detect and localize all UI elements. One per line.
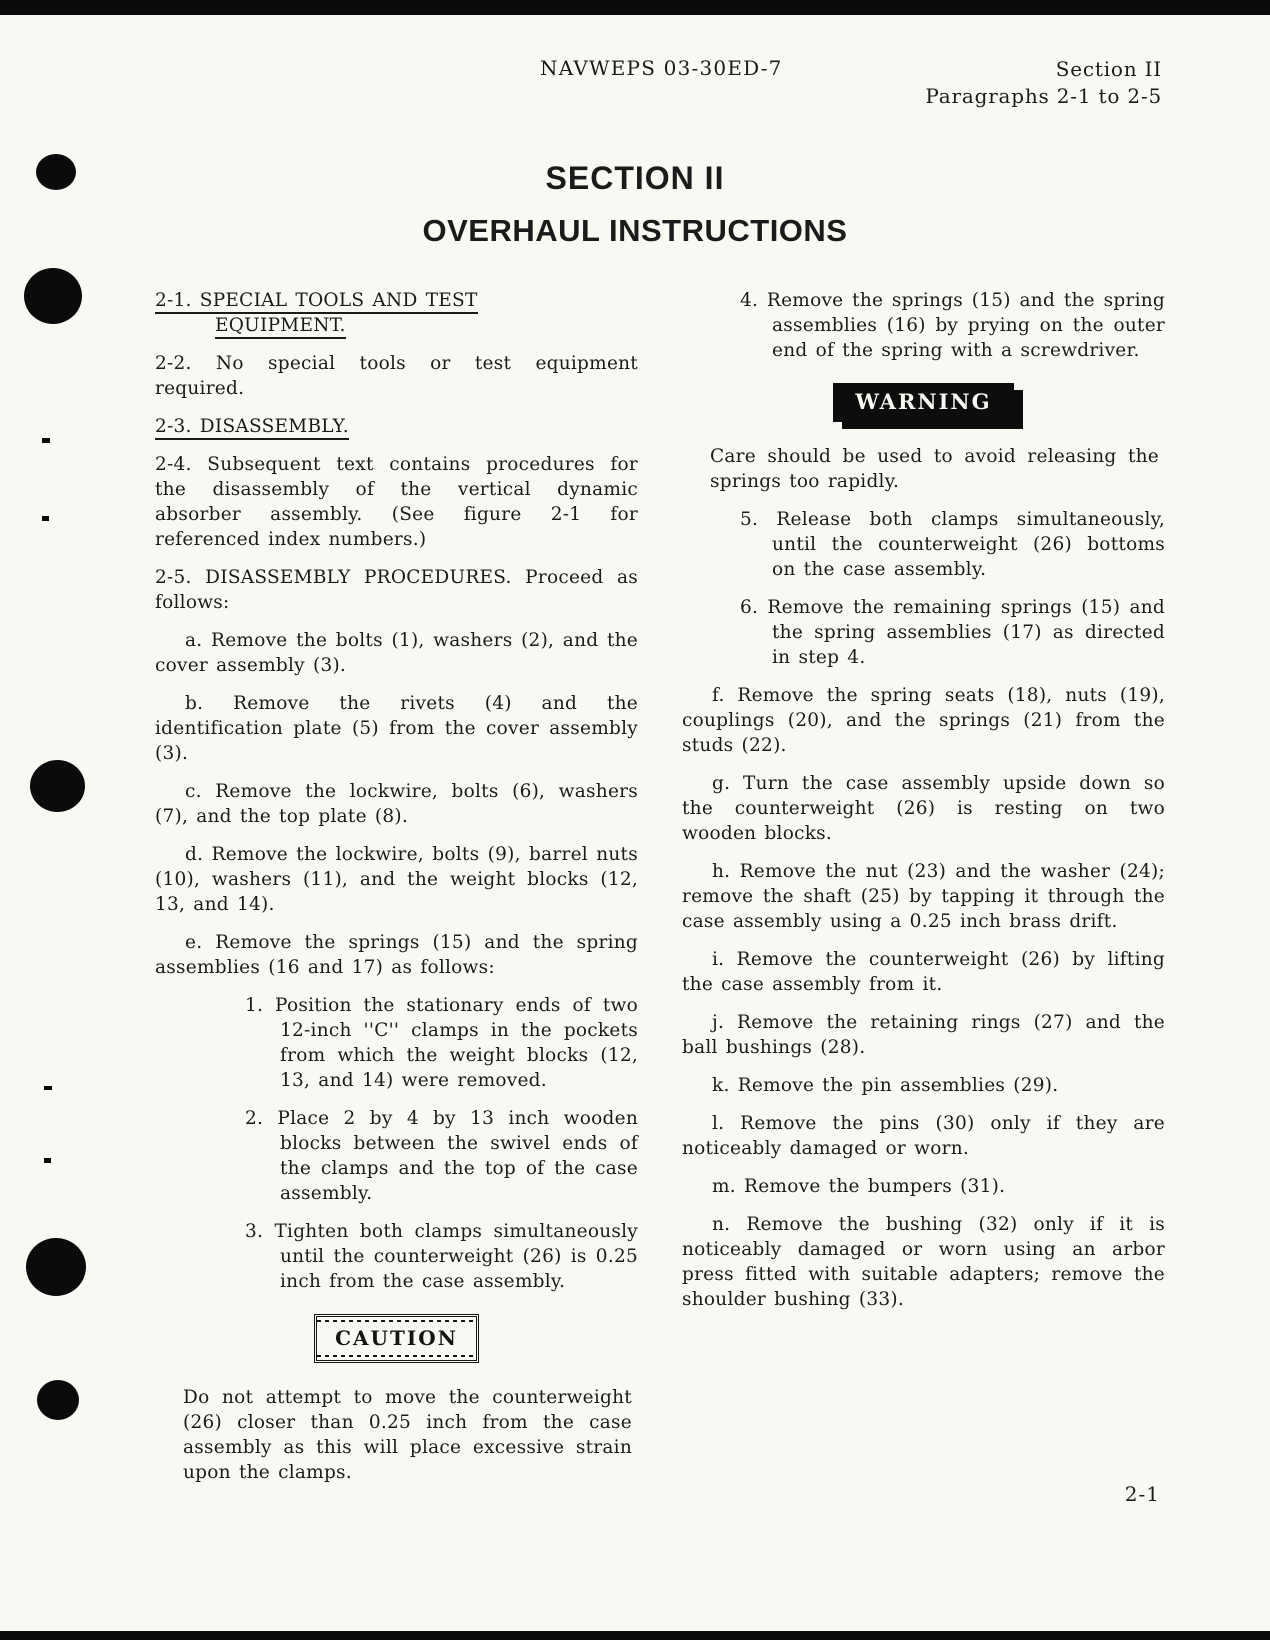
step-j: j. Remove the retaining rings (27) and the ball bushings (28).	[682, 1012, 1165, 1058]
section-subtitle: OVERHAUL INSTRUCTIONS	[422, 213, 848, 248]
section-title: SECTION II	[545, 160, 725, 196]
step-l: l. Remove the pins (30) only if they are noticeably damaged or worn.	[682, 1113, 1165, 1159]
heading-2-1-line2: EQUIPMENT.	[215, 315, 346, 339]
step-a: a. Remove the bolts (1), washers (2), and the cover assembly (3).	[155, 630, 638, 676]
registration-tick	[44, 1158, 51, 1163]
paragraph-2-4: 2-4. Subsequent text contains procedures for the disassembly of the vertical dynamic absorber assembly. (See figure 2-1 for referenced index numbers.)	[155, 454, 638, 550]
step-i: i. Remove the counterweight (26) by lifting the case assembly from it.	[682, 949, 1165, 995]
step-f: f. Remove the spring seats (18), nuts (19), couplings (20), and the springs (21) from the studs (22).	[682, 685, 1165, 756]
substep-3: 3. Tighten both clamps simultaneously until the counterweight (26) is 0.25 inch from the case assembly.	[245, 1221, 638, 1292]
step-n: n. Remove the bushing (32) only if it is noticeably damaged or worn using an arbor press fitted with suitable adapters; remove the shoulder bushing (33).	[682, 1214, 1165, 1310]
heading-2-3	[155, 414, 638, 439]
step-h: h. Remove the nut (23) and the washer (24); remove the shaft (25) by tapping it through the case assembly using a 0.25 inch brass drift.	[682, 861, 1165, 932]
heading-2-1	[155, 288, 638, 338]
header-right	[925, 56, 1162, 110]
caution-box-wrap	[155, 1314, 638, 1363]
header-section-ref: Section II	[1055, 57, 1162, 81]
step-d: d. Remove the lockwire, bolts (9), barrel nuts (10), washers (11), and the weight blocks (12, 13, and 14).	[155, 844, 638, 915]
caution-paragraph: Do not attempt to move the counterweight (26) closer than 0.25 inch from the case assembly as this will place excessive strain upon the clamps.	[183, 1387, 632, 1483]
substep-2: 2. Place 2 by 4 by 13 inch wooden blocks between the swivel ends of the clamps and the top of the case assembly.	[245, 1108, 638, 1204]
substep-5: 5. Release both clamps simultaneously, until the counterweight (26) bottoms on the case assembly.	[740, 509, 1165, 580]
substep-6: 6. Remove the remaining springs (15) and the spring assemblies (17) as directed in step 4.	[740, 597, 1165, 668]
step-b: b. Remove the rivets (4) and the identification plate (5) from the cover assembly (3).	[155, 693, 638, 764]
warning-box: WARNING	[833, 383, 1013, 422]
paragraph-2-5: 2-5. DISASSEMBLY PROCEDURES. Proceed as follows:	[155, 567, 638, 613]
scan-edge-bottom	[0, 1631, 1270, 1640]
registration-dot	[24, 268, 82, 324]
left-column	[155, 288, 638, 1498]
step-m: m. Remove the bumpers (31).	[712, 1176, 1006, 1197]
registration-dot	[30, 760, 85, 812]
doc-number: NAVWEPS 03-30ED-7	[540, 56, 783, 80]
header-paragraph-range: Paragraphs 2-1 to 2-5	[925, 84, 1162, 108]
warning-box-wrap	[682, 383, 1165, 422]
paragraph-2-2: 2-2. No special tools or test equipment required.	[155, 353, 638, 399]
registration-tick	[44, 1086, 52, 1090]
step-e: e. Remove the springs (15) and the spring assemblies (16 and 17) as follows:	[155, 932, 638, 978]
heading-2-1-line1: 2-1. SPECIAL TOOLS AND TEST	[155, 290, 478, 314]
page-number: 2-1	[1124, 1482, 1160, 1506]
step-k: k. Remove the pin assemblies (29).	[712, 1075, 1059, 1096]
scan-edge-top	[0, 0, 1270, 15]
caution-box: CAUTION	[314, 1314, 479, 1363]
warning-paragraph: Care should be used to avoid releasing the springs too rapidly.	[710, 446, 1159, 492]
heading-2-3-text: 2-3. DISASSEMBLY.	[155, 416, 349, 440]
step-c: c. Remove the lockwire, bolts (6), washers (7), and the top plate (8).	[155, 781, 638, 827]
right-column	[682, 288, 1165, 1325]
registration-tick	[42, 516, 49, 521]
step-g: g. Turn the case assembly upside down so the counterweight (26) is resting on two wooden blocks.	[682, 773, 1165, 844]
substep-4: 4. Remove the springs (15) and the spring assemblies (16) by prying on the outer end of the spring with a screwdriver.	[740, 290, 1165, 361]
registration-tick	[42, 438, 50, 443]
registration-dot	[37, 1380, 79, 1420]
registration-dot	[26, 1238, 86, 1296]
substep-1: 1. Position the stationary ends of two 12-inch ''C'' clamps in the pockets from which the weight blocks (12, 13, and 14) were removed.	[245, 995, 638, 1091]
